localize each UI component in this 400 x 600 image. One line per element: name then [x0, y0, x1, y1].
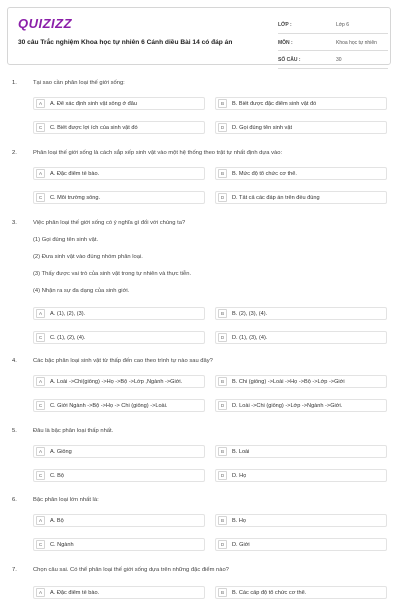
option-text: A. Đặc điểm tế bào.	[50, 170, 100, 177]
option-letter: A	[36, 447, 45, 456]
question-text: Chọn câu sai. Có thể phân loại thế giới sống dựa trên những đặc điểm nào?	[33, 567, 229, 573]
option-text: C. Bộ	[50, 472, 64, 479]
statement-3: (3) Thấy được vai trò của sinh vật trong tự nhiên và thực tiễn.	[33, 271, 192, 277]
option-letter: B	[218, 447, 227, 456]
option-text: B. Biết được đặc điểm sinh vật đó	[232, 100, 317, 107]
option-letter: C	[36, 123, 45, 132]
option-text: A. (1), (2), (3).	[50, 310, 86, 317]
option-letter: C	[36, 401, 45, 410]
option-a[interactable]	[33, 307, 205, 320]
option-text: D. Tất cả các đáp án trên đều đúng	[232, 194, 320, 201]
statement-1: (1) Gọi đúng tên sinh vật.	[33, 237, 99, 243]
option-text: C. Giới Ngành ->Bộ ->Họ -> Chi (giống) ->Loài.	[50, 402, 168, 409]
option-b[interactable]	[215, 375, 387, 388]
meta-row-count	[278, 53, 388, 69]
option-letter: A	[36, 169, 45, 178]
meta-row-subject	[278, 36, 388, 52]
meta-key: SỐ CÂU :	[278, 57, 301, 64]
option-d[interactable]	[215, 191, 387, 204]
option-letter: B	[218, 309, 227, 318]
option-a[interactable]	[33, 167, 205, 180]
option-text: A. Giống	[50, 448, 72, 455]
option-letter: D	[218, 471, 227, 480]
option-letter: A	[36, 377, 45, 386]
question-number: 2.	[12, 150, 17, 156]
option-letter: C	[36, 471, 45, 480]
option-c[interactable]	[33, 399, 205, 412]
option-text: A. Đặc điểm tế bào.	[50, 589, 100, 596]
question-text: Tại sao cần phân loại thế giới sống:	[33, 80, 125, 86]
option-letter: B	[218, 99, 227, 108]
question-number: 4.	[12, 358, 17, 364]
option-b[interactable]	[215, 97, 387, 110]
question-text: Phân loại thế giới sống là cách sắp xếp sinh vật vào một hệ thống theo trật tự nhất định dựa vào:	[33, 150, 283, 156]
worksheet-title: 30 câu Trắc nghiệm Khoa học tự nhiên 6 Cánh diều Bài 14 có đáp án	[18, 39, 233, 46]
option-a[interactable]	[33, 97, 205, 110]
statement-4: (4) Nhận ra sự đa dạng của sinh giới.	[33, 288, 130, 294]
option-letter: A	[36, 516, 45, 525]
option-letter: A	[36, 99, 45, 108]
option-letter: B	[218, 377, 227, 386]
option-a[interactable]	[33, 586, 205, 599]
option-letter: C	[36, 193, 45, 202]
option-a[interactable]	[33, 445, 205, 458]
option-letter: D	[218, 401, 227, 410]
meta-value: 30	[336, 57, 342, 64]
option-text: C. Ngành	[50, 541, 74, 548]
option-c[interactable]	[33, 331, 205, 344]
quizizz-logo: QUIZIZZ	[18, 16, 73, 31]
option-text: A. Loài ->Chi(giống) ->Họ ->Bộ ->Lớp ,Ngành ->Giới.	[50, 378, 183, 385]
option-letter: B	[218, 516, 227, 525]
option-text: B. Loài	[232, 448, 250, 455]
question-text: Việc phân loại thế giới sống có ý nghĩa gì đối với chúng ta?	[33, 220, 186, 226]
option-letter: C	[36, 333, 45, 342]
option-c[interactable]	[33, 469, 205, 482]
option-text: A. Bộ	[50, 517, 64, 524]
option-b[interactable]	[215, 307, 387, 320]
option-letter: C	[36, 540, 45, 549]
option-text: B. Chi (giống) ->Loài ->Họ ->Bộ ->Lớp ->Giới	[232, 378, 345, 385]
option-c[interactable]	[33, 121, 205, 134]
option-b[interactable]	[215, 586, 387, 599]
option-text: D. Giới	[232, 541, 250, 548]
question-number: 5.	[12, 428, 17, 434]
option-letter: A	[36, 309, 45, 318]
option-text: D. (1), (3), (4).	[232, 334, 268, 341]
option-letter: B	[218, 169, 227, 178]
option-d[interactable]	[215, 399, 387, 412]
worksheet-header	[7, 7, 391, 65]
option-letter: D	[218, 123, 227, 132]
option-letter: A	[36, 588, 45, 597]
option-text: B. Mức độ tổ chức cơ thể.	[232, 170, 297, 177]
option-d[interactable]	[215, 121, 387, 134]
option-text: B. Các cấp độ tổ chức cơ thể.	[232, 589, 307, 596]
option-text: C. Môi trường sống.	[50, 194, 101, 201]
question-text: Bậc phân loại lớn nhất là:	[33, 497, 99, 503]
option-letter: D	[218, 540, 227, 549]
option-b[interactable]	[215, 514, 387, 527]
option-text: A. Để xác định sinh vật sống ở đâu	[50, 100, 138, 107]
question-text: Đâu là bậc phân loại thấp nhất.	[33, 428, 114, 434]
worksheet-meta	[278, 18, 388, 71]
option-d[interactable]	[215, 469, 387, 482]
option-a[interactable]	[33, 375, 205, 388]
option-c[interactable]	[33, 191, 205, 204]
option-text: D. Gọi đúng tên sinh vật	[232, 124, 293, 131]
meta-row-class	[278, 18, 388, 34]
question-text: Các bậc phân loại sinh vật từ thấp đến cao theo trình tự nào sau đây?	[33, 358, 213, 364]
option-text: B. (2), (3), (4).	[232, 310, 268, 317]
option-d[interactable]	[215, 331, 387, 344]
question-number: 3.	[12, 220, 17, 226]
meta-value: Khoa học tự nhiên	[336, 39, 377, 46]
meta-key: LỚP :	[278, 22, 292, 29]
meta-value: Lớp 6	[336, 22, 350, 29]
option-a[interactable]	[33, 514, 205, 527]
option-text: C. Biết được lợi ích của sinh vật đó	[50, 124, 138, 131]
question-number: 7.	[12, 567, 17, 573]
meta-key: MÔN :	[278, 39, 293, 46]
option-text: B. Họ	[232, 517, 246, 524]
option-text: D. Loài ->Chi (giống) ->Lớp ->Ngành ->Giới.	[232, 402, 343, 409]
option-d[interactable]	[215, 538, 387, 551]
question-number: 6.	[12, 497, 17, 503]
option-b[interactable]	[215, 167, 387, 180]
option-b[interactable]	[215, 445, 387, 458]
option-c[interactable]	[33, 538, 205, 551]
option-text: D. Họ	[232, 472, 247, 479]
option-letter: D	[218, 333, 227, 342]
statement-2: (2) Đưa sinh vật vào đúng nhóm phân loại.	[33, 254, 143, 260]
question-number: 1.	[12, 80, 17, 86]
option-letter: B	[218, 588, 227, 597]
option-text: C. (1), (2), (4).	[50, 334, 86, 341]
option-letter: D	[218, 193, 227, 202]
